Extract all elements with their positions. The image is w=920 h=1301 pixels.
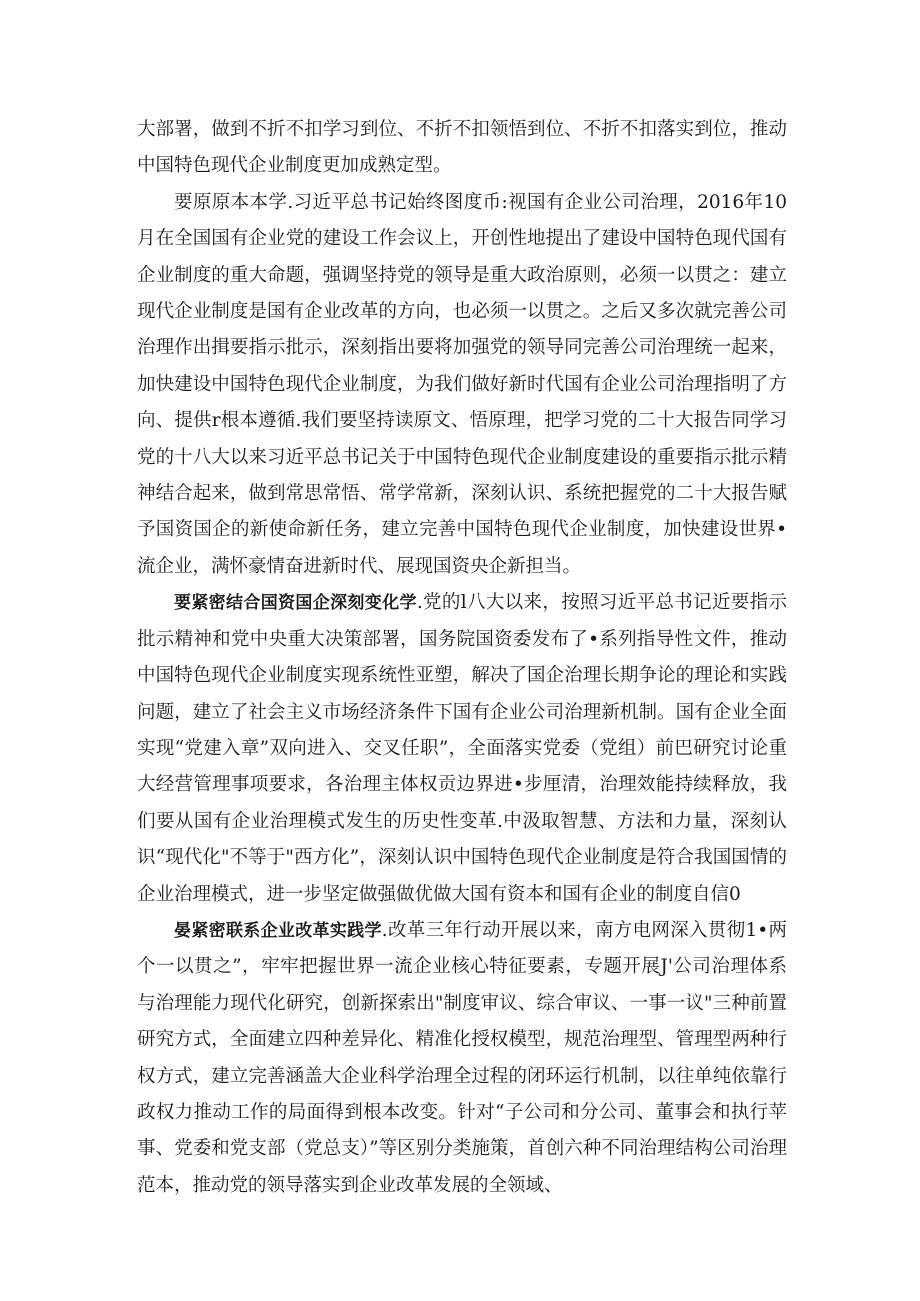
paragraph-4-text: .改革三年行动开展以来，南方电网深入贯彻1•两个一以贯之”，牢牢把握世界一流企业核心特征要素，专题开展J'公司治理体系与治理能力现代化研究，创新探索出"制度审议、综合审议、一事一议"三种前置研究方式，全面建立四种差异化、精准化授权模型，规范治理型、管理型两种行权方式，建立完善涵盖大企业科学治理全过程的闭环运行机制，以往单纯依靠行政权力推动工作的局面得到根本改变。针对“子公司和分公司、董事会和执行苹事、党委和党支部（党总支）”等区别分类施策，首创六种不同治理结构公司治理范本，推动党的领导落实到企业改革发展的全领域、 [137,919,787,1196]
paragraph-1-text: 大部署，做到不折不扣学习到位、不折不扣领悟到位、不折不扣落实到位，推动中国特色现代企业制度更加成熟定型。 [137,119,787,177]
paragraph-1 [137,112,787,185]
paragraph-3-lead: 要紧密结合国资国企深刻变化学 [174,593,417,614]
paragraph-4-lead: 晏紧密联系企业改革实践学 [174,920,382,941]
paragraph-4 [137,913,787,1204]
paragraph-3-text: .党的l八大以来，按照习近平总书记近要指示批示精神和党中央重大决策部署，国务院国资委发布了•系列指导性文件，推动中国特色现代企业制度实现系统性亚塑，解决了国企治理长期争论的理论和实践问题，建立了社会主义市场经济条件下国有企业公司治理新机制。国有企业全面实现“党建入章”双向进入、交叉任职”，全面落实党委（党组）前巴研究讨论重大经营管理事项要求，各治理主体权贡边界进•步厘清，治理效能持续释放，我们要从国有企业治理模式发生的历史性变革.中汲取智慧、方法和力量，深刻认识“现代化"不等于"西方化”，深刻认识中国特色现代企业制度是符合我国国情的企业治理模式，进一步坚定做强做优做大国有资本和国有企业的制度自信0 [137,592,787,905]
document-body [137,112,787,1204]
paragraph-2 [137,185,787,585]
paragraph-2-text: 要原原本本学.习近平总书记始终图度币:视国有企业公司治理，2016年10月在全国国有企业党的建设工作会议上，开创性地提出了建设中国特色现代国有企业制度的重大命题，强调坚持党的领导是重大政治原则，必须一以贯之：建立现代企业制度是国有企业改革的方向，也必须一以贯之。之后又多次就完善公司治理作出揖要指示批示，深刻指出要将加强党的领导同完善公司治理统一起来，加快建设中国特色现代企业制度，为我们做好新时代国有企业公司治理指明了方向、提供r根本遵循.我们要坚持读原文、悟原理，把学习党的二十大报告同学习党的十八大以来习近平总书记关于中国特色现代企业制度建设的重要指示批示精神结合起来，做到常思常悟、常学常新，深刻认识、系统把握党的二十大报告赋予国资国企的新使命新任务，建立完善中国特色现代企业制度，加快建设世界•流企业，满怀豪情奋进新时代、展现国资央企新担当。 [137,191,787,577]
paragraph-3 [137,585,787,913]
